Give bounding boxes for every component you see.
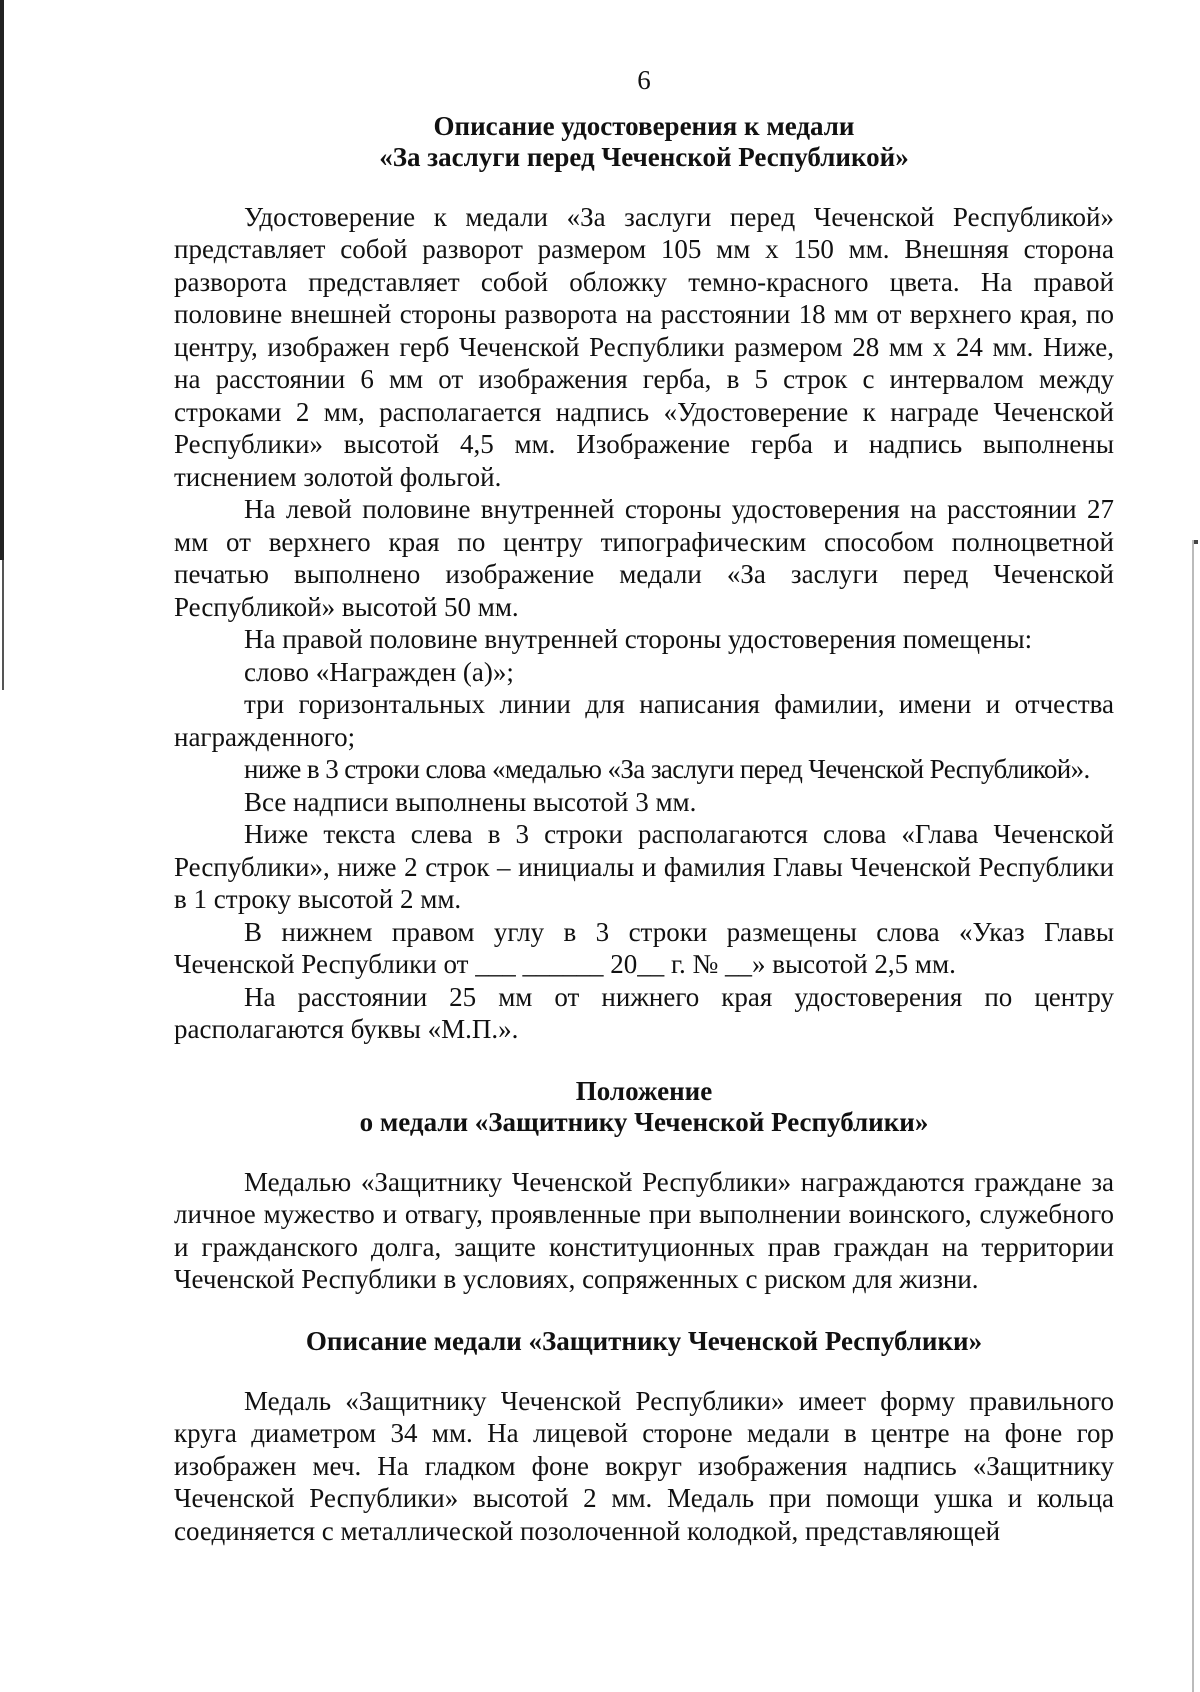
- page-number: 6: [637, 65, 651, 95]
- heading-line: о медали «Защитнику Чеченской Республики»: [359, 1106, 929, 1137]
- paragraph: На правой половине внутренней стороны удостоверения помещены:: [244, 624, 1033, 654]
- scan-edge-left-lower: [2, 560, 4, 690]
- heading-line: Описание медали «Защитнику Чеченской Республики»: [305, 1325, 983, 1356]
- section-heading: [174, 1076, 1114, 1138]
- heading-line: Положение: [575, 1075, 713, 1106]
- paragraph: Удостоверение к медали «За заслуги перед Чеченской Республикой» представляет собой разворот размером 105 мм х 150 мм. Внешняя сторона разворота представляет собой обложку темно-красного цвета. На правой половине внешней стороны разворота на расстоянии 18 мм от верхнего края, по центру, изображен герб Чеченской Республики размером 28 мм х 24 мм. Ниже, на расстоянии 6 мм от изображения герба, в 5 строк с интервалом между строками 2 мм, располагается надпись «Удостоверение к награде Чеченской Республики» высотой 4,5 мм. Изображение герба и надпись выполнены тиснением золотой фольгой.: [174, 201, 1114, 492]
- scan-edge-left: [0, 0, 4, 560]
- paragraph: слово «Награжден (а)»;: [244, 656, 514, 687]
- paragraph: Ниже текста слева в 3 строки располагаются слова «Глава Чеченской Республики», ниже 2 строк – инициалы и фамилия Главы Чеченской Республики в 1 строку высотой 2 мм.: [174, 819, 1114, 914]
- paragraph: ниже в 3 строки слова «медалью «За заслуги перед Чеченской Республикой».: [244, 754, 1090, 784]
- paragraph: Все надписи выполнены высотой 3 мм.: [244, 786, 697, 817]
- heading-line: «За заслуги перед Чеченской Республикой»: [379, 141, 909, 172]
- paragraph: На левой половине внутренней стороны удостоверения на расстоянии 27 мм от верхнего края по центру типографическим способом полноцветной печатью выполнено изображение медали «За заслуги перед Чеченской Республикой» высотой 50 мм.: [174, 494, 1114, 622]
- scan-edge-right: [1192, 540, 1194, 1692]
- section-heading: [174, 1326, 1114, 1357]
- paragraph: Медалью «Защитнику Чеченской Республики» награждаются граждане за личное мужество и отвагу, проявленные при выполнении воинского, служебного и гражданского долга, защите конституционных прав граждан на территории Чеченской Республики в условиях, сопряженных с риском для жизни.: [174, 1166, 1114, 1294]
- paragraph: Медаль «Защитнику Чеченской Республики» имеет форму правильного круга диаметром 34 мм. На лицевой стороне медали в центре на фоне гор изображен меч. На гладком фоне вокруг изображения надпись «Защитнику Чеченской Республики» высотой 2 мм. Медаль при помощи ушка и кольца соединяется с металлической позолоченной колодкой, представляющей: [174, 1385, 1114, 1546]
- paragraph: В нижнем правом углу в 3 строки размещены слова «Указ Главы Чеченской Республики от ___ ______ 20__ г. № __» высотой 2,5 мм.: [174, 916, 1114, 979]
- document-page: [174, 64, 1114, 1547]
- paragraph: На расстоянии 25 мм от нижнего края удостоверения по центру располагаются буквы «М.П.».: [174, 981, 1114, 1044]
- section-heading: [174, 111, 1114, 173]
- paragraph: три горизонтальных линии для написания фамилии, имени и отчества награжденного;: [174, 689, 1114, 752]
- heading-line: Описание удостоверения к медали: [433, 110, 855, 141]
- scan-speck: [1194, 540, 1198, 544]
